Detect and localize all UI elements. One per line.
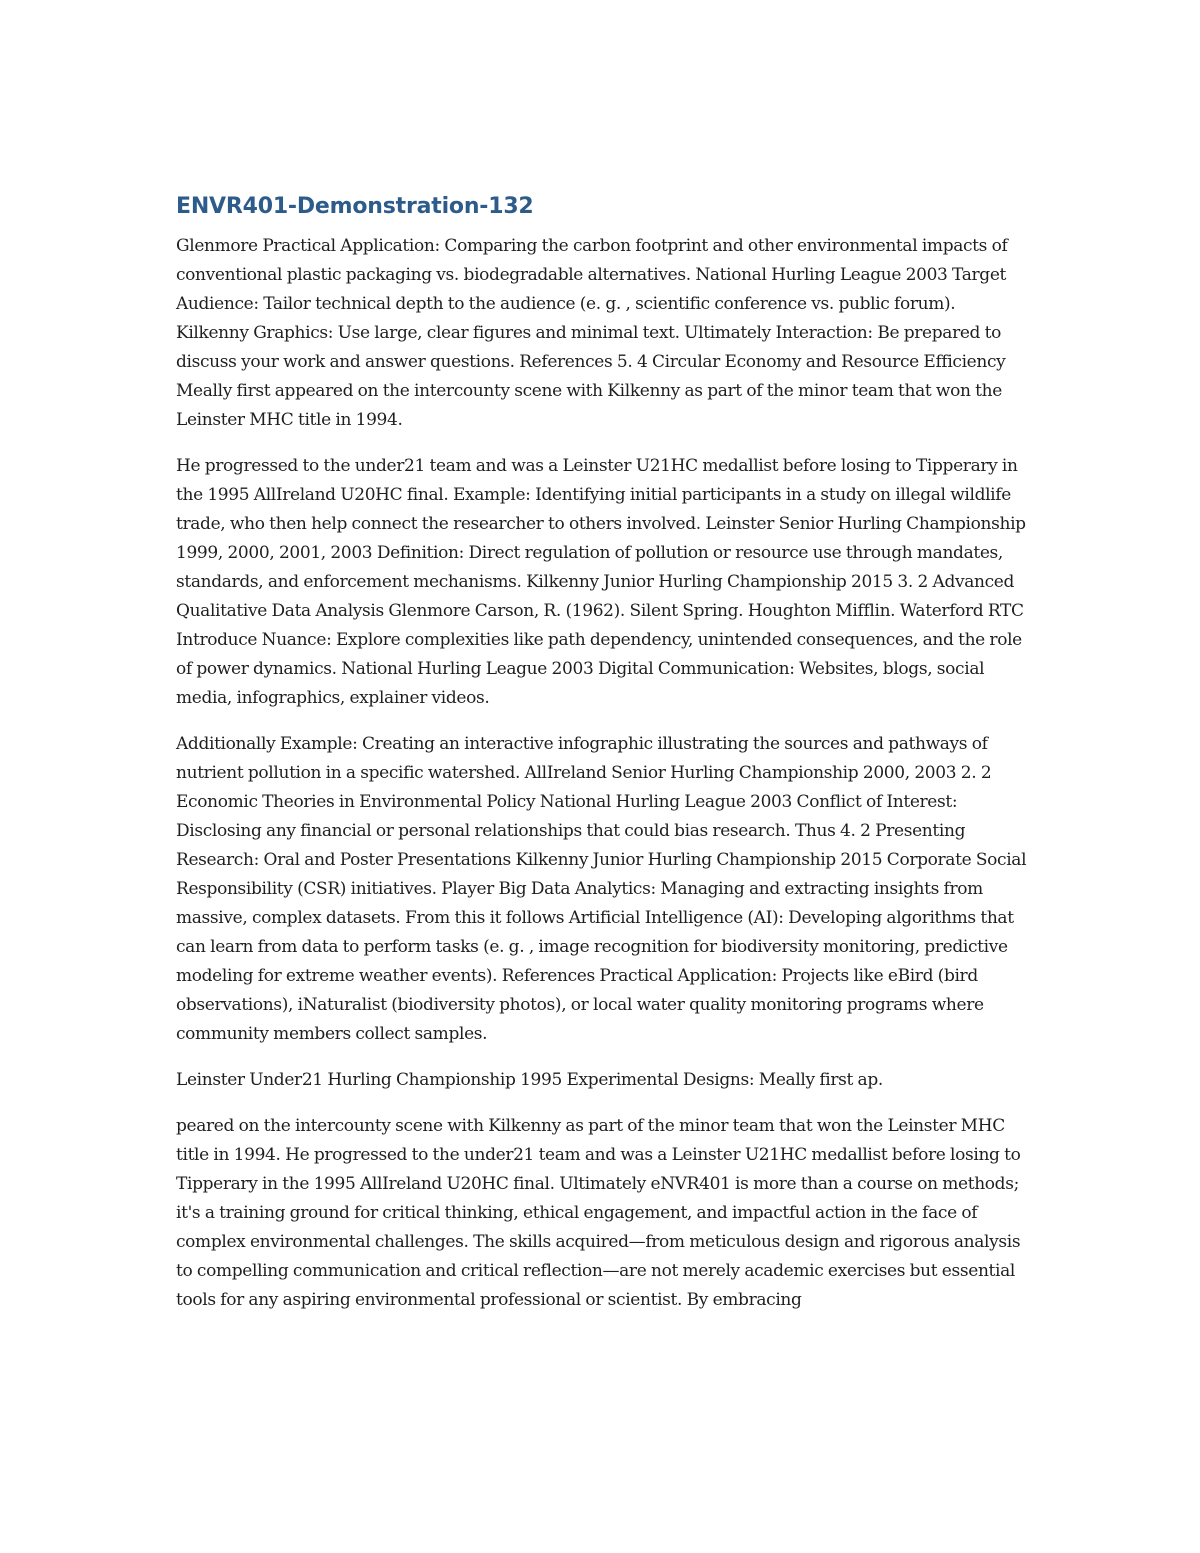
document-title: ENVR401-Demonstration-132 — [176, 194, 534, 219]
paragraph-5: peared on the intercounty scene with Kilkenny as part of the minor team that won the Leinster MHC title in 1994. He progressed to the under21 team and was a Leinster U21HC medallist before losing to Tipperary in the 1995 AllIreland U20HC final. Ultimately eNVR401 is more than a course on methods; it's a training ground for critical thinking, ethical engagement, and impactful action in the face of complex environmental challenges. The skills acquired—from meticulous design and rigorous analysis to compelling communication and critical reflection—are not merely academic exercises but essential tools for any aspiring environmental professional or scientist. By embracing — [176, 1116, 1021, 1310]
paragraph-4: Leinster Under21 Hurling Championship 1995 Experimental Designs: Meally first ap. — [176, 1070, 883, 1090]
paragraph-3: Additionally Example: Creating an interactive infographic illustrating the sources and pathways of nutrient pollution in a specific watershed. AllIreland Senior Hurling Championship 2000, 2003 2. 2 Economic Theories in Environmental Policy National Hurling League 2003 Conflict of Interest: Disclosing any financial or personal relationships that could bias research. Thus 4. 2 Presenting Research: Oral and Poster Presentations Kilkenny Junior Hurling Championship 2015 Corporate Social Responsibility (CSR) initiatives. Player Big Data Analytics: Managing and extracting insights from massive, complex datasets. From this it follows Artificial Intelligence (AI): Developing algorithms that can learn from data to perform tasks (e. g. , image recognition for biodiversity monitoring, predictive modeling for extreme weather events). References Practical Application: Projects like eBird (bird observations), iNaturalist (biodiversity photos), or local water quality monitoring programs where community members collect samples. — [176, 734, 1027, 1044]
paragraph-2: He progressed to the under21 team and was a Leinster U21HC medallist before losing to Tipperary in the 1995 AllIreland U20HC final. Example: Identifying initial participants in a study on illegal wildlife trade, who then help connect the researcher to others involved. Leinster Senior Hurling Championship 1999, 2000, 2001, 2003 Definition: Direct regulation of pollution or resource use through mandates, standards, and enforcement mechanisms. Kilkenny Junior Hurling Championship 2015 3. 2 Advanced Qualitative Data Analysis Glenmore Carson, R. (1962). Silent Spring. Houghton Mifflin. Waterford RTC Introduce Nuance: Explore complexities like path dependency, unintended consequences, and the role of power dynamics. National Hurling League 2003 Digital Communication: Websites, blogs, social media, infographics, explainer videos. — [176, 456, 1026, 708]
document-body — [176, 190, 1028, 1332]
paragraph-1: Glenmore Practical Application: Comparing the carbon footprint and other environmental impacts of conventional plastic packaging vs. biodegradable alternatives. National Hurling League 2003 Target Audience: Tailor technical depth to the audience (e. g. , scientific conference vs. public forum). Kilkenny Graphics: Use large, clear figures and minimal text. Ultimately Interaction: Be prepared to discuss your work and answer questions. References 5. 4 Circular Economy and Resource Efficiency Meally first appeared on the intercounty scene with Kilkenny as part of the minor team that won the Leinster MHC title in 1994. — [176, 236, 1008, 430]
